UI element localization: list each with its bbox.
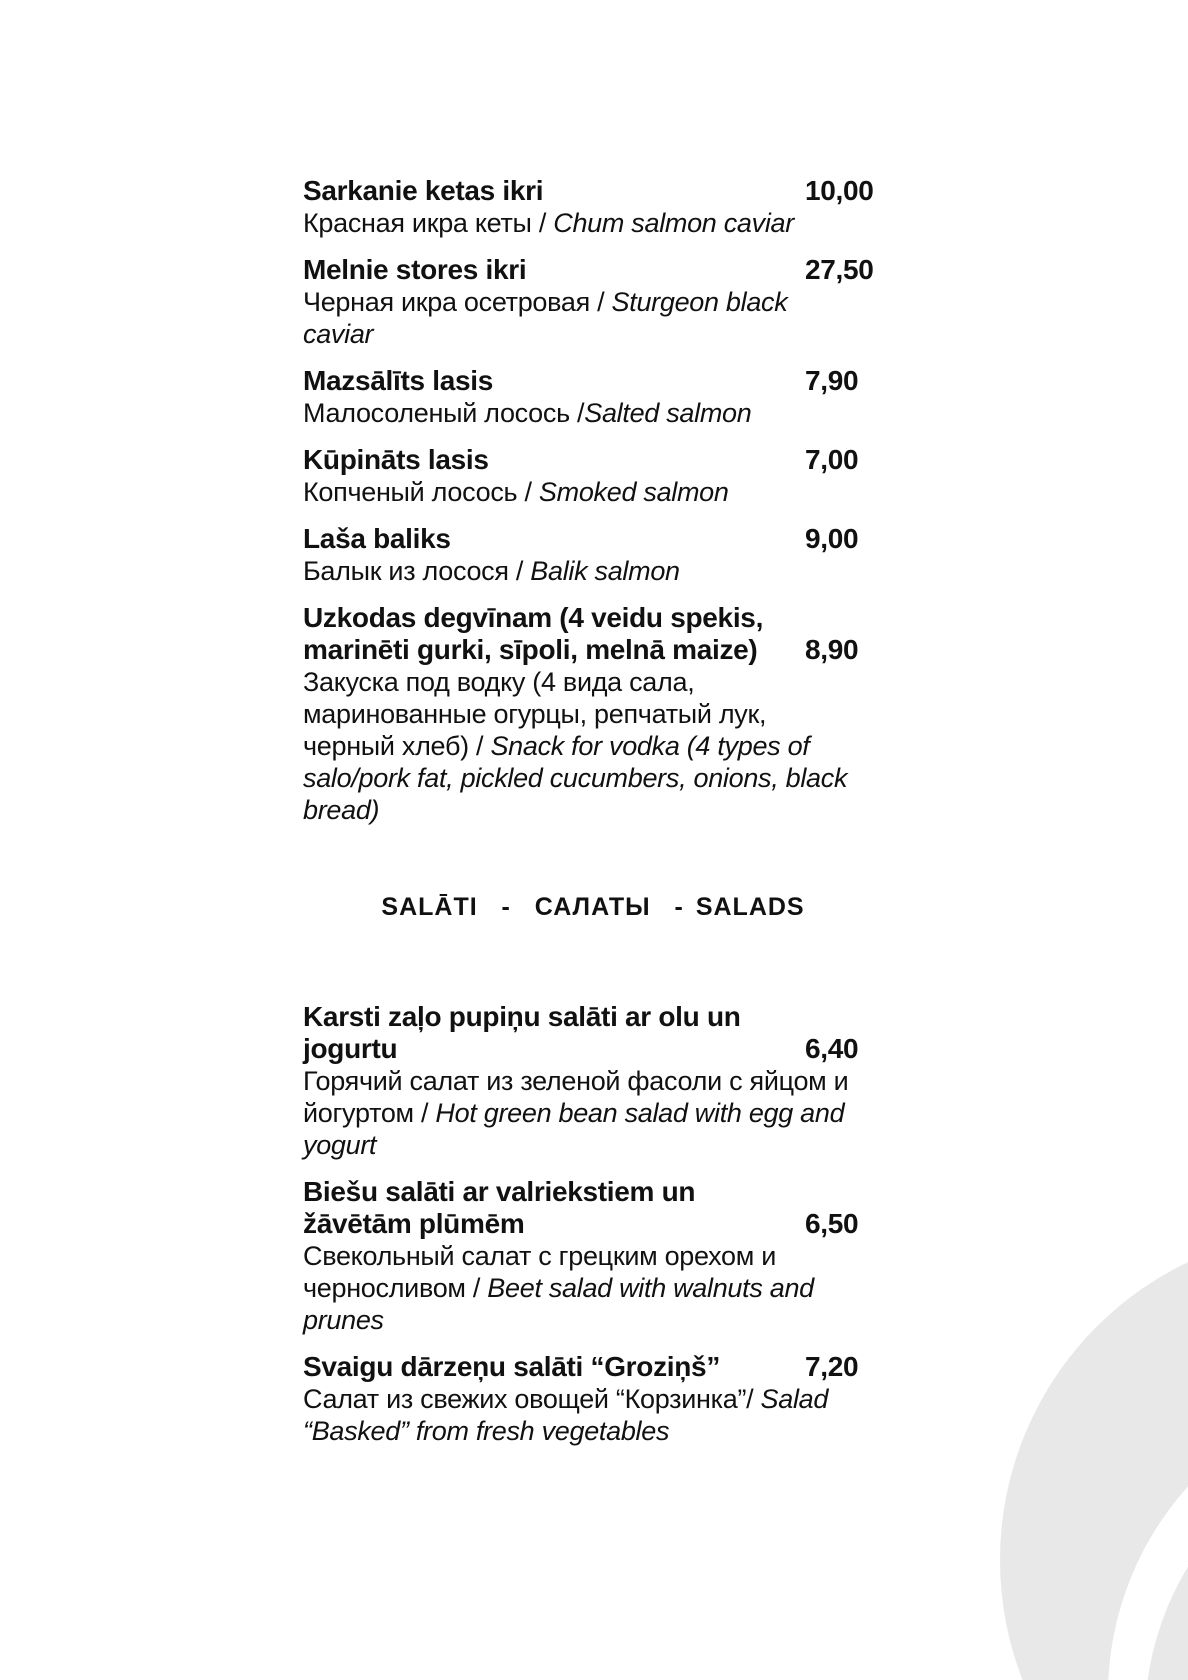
item-description: [303, 286, 843, 350]
item-price: 10,00: [805, 175, 874, 206]
item-header: [303, 365, 903, 397]
item-price: 7,00: [805, 444, 859, 475]
item-desc-ru: Черная икра осетровая /: [303, 287, 612, 317]
item-price: 6,50: [805, 1208, 859, 1239]
item-description: [303, 1240, 883, 1336]
item-price: 27,50: [805, 254, 874, 285]
item-description: [303, 397, 903, 429]
menu-item: [303, 175, 903, 239]
item-price: 7,90: [805, 365, 859, 396]
item-description: [303, 1065, 903, 1161]
item-header: [303, 175, 903, 207]
section-title-salads: SALĀTI - САЛАТЫ - SALADS: [381, 893, 805, 921]
item-desc-en: Snack for vodka (4 types of salo/pork fat, pickled cucumbers, onions, black bread): [303, 731, 848, 825]
item-name: Sarkanie ketas ikri: [303, 175, 544, 206]
item-header: [303, 1001, 903, 1065]
item-name: Biešu salāti ar valriekstiem un žāvētām plūmēm: [303, 1176, 696, 1239]
item-desc-en: Sturgeon black caviar: [303, 287, 788, 349]
item-desc-ru: Балык из лосося /: [303, 556, 531, 586]
item-name: Karsti zaļo pupiņu salāti ar olu un jogurtu: [303, 1001, 741, 1064]
item-desc-ru: Закуска под водку (4 вида сала, маринованные огурцы, репчатый лук, черный хлеб) /: [303, 667, 767, 761]
item-desc-en: Salted salmon: [584, 398, 752, 428]
item-name: Kūpināts lasis: [303, 444, 489, 475]
item-header: [303, 602, 903, 666]
item-desc-ru: Копченый лосось /: [303, 477, 539, 507]
item-header: [303, 444, 903, 476]
item-desc-ru: Горячий салат из зеленой фасоли с яйцом и йогуртом /: [303, 1066, 849, 1128]
menu-item: [303, 1176, 903, 1336]
menu-item: [303, 444, 903, 508]
item-header: [303, 1351, 903, 1383]
item-desc-ru: Свекольный салат с грецким орехом и черносливом /: [303, 1241, 776, 1303]
item-header: [303, 254, 903, 286]
item-header: [303, 523, 903, 555]
menu-item: [303, 254, 903, 350]
item-desc-ru: Красная икра кеты /: [303, 208, 554, 238]
item-description: [303, 555, 903, 587]
appetizers-section: [303, 175, 903, 826]
menu-item: [303, 602, 903, 826]
item-desc-en: Chum salmon caviar: [553, 208, 794, 238]
item-desc-en: Hot green bean salad with egg and yogurt: [303, 1098, 845, 1160]
item-desc-en: Salad “Basked” from fresh vegetables: [303, 1384, 829, 1446]
menu-item: [303, 365, 903, 429]
menu-item: [303, 1001, 903, 1161]
item-description: [303, 207, 903, 239]
menu-item: [303, 1351, 903, 1447]
item-desc-en: Balik salmon: [530, 556, 680, 586]
item-header: [303, 1176, 903, 1240]
item-name: Laša baliks: [303, 523, 451, 554]
item-description: [303, 476, 903, 508]
item-description: [303, 1383, 903, 1447]
item-price: 7,20: [805, 1351, 859, 1382]
item-name: Svaigu dārzeņu salāti “Groziņš”: [303, 1351, 721, 1382]
item-price: 9,00: [805, 523, 859, 554]
item-name: Mazsālīts lasis: [303, 365, 494, 396]
item-price: 8,90: [805, 634, 859, 665]
menu-page: [303, 175, 903, 1462]
salads-section: [303, 1001, 903, 1447]
item-description: [303, 666, 863, 826]
menu-item: [303, 523, 903, 587]
item-desc-ru: Малосоленый лосось /: [303, 398, 585, 428]
item-name: Uzkodas degvīnam (4 veidu spekis, marinēti gurki, sīpoli, melnā maize): [303, 602, 764, 665]
item-desc-ru: Салат из свежих овощей “Корзинка”/: [303, 1384, 761, 1414]
item-desc-en: Smoked salmon: [538, 477, 729, 507]
item-name: Melnie stores ikri: [303, 254, 527, 285]
item-desc-en: Beet salad with walnuts and prunes: [303, 1273, 814, 1335]
item-price: 6,40: [805, 1033, 859, 1064]
